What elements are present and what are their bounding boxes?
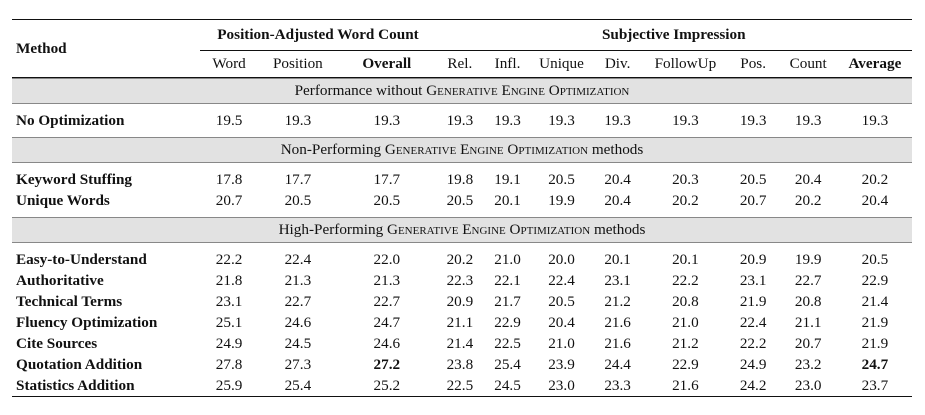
header-row-groups bbox=[12, 20, 912, 51]
method-header: Method bbox=[16, 39, 67, 57]
table-cell: 20.1 bbox=[494, 191, 521, 209]
table-cell: 21.9 bbox=[861, 313, 889, 331]
table-row bbox=[12, 333, 912, 354]
table-cell: 20.5 bbox=[861, 250, 889, 268]
section-title-smallcaps: Generative Engine Optimization bbox=[384, 141, 589, 158]
table-cell: 19.3 bbox=[861, 111, 889, 129]
table-cell: 20.5 bbox=[284, 191, 312, 209]
table-cell: 20.2 bbox=[672, 191, 699, 209]
table-cell: 23.0 bbox=[548, 376, 575, 394]
section-header bbox=[12, 79, 912, 104]
table-cell: 20.7 bbox=[794, 334, 822, 352]
method-name: Easy-to-Understand bbox=[16, 250, 147, 268]
table-cell: 20.0 bbox=[548, 250, 575, 268]
table-cell: 22.3 bbox=[446, 271, 474, 289]
table-row bbox=[12, 291, 912, 312]
table-cell: 22.7 bbox=[373, 292, 401, 310]
table-cell: 20.7 bbox=[739, 191, 767, 209]
table-cell: 23.2 bbox=[794, 355, 822, 373]
table-cell: 20.9 bbox=[739, 250, 767, 268]
table-cell: 23.1 bbox=[215, 292, 243, 310]
section-header bbox=[12, 218, 912, 243]
table-cell: 21.9 bbox=[861, 334, 889, 352]
table-cell: 21.0 bbox=[548, 334, 575, 352]
table-cell: 24.9 bbox=[739, 355, 767, 373]
table-cell: 20.5 bbox=[548, 170, 575, 188]
table-cell: 19.3 bbox=[446, 111, 474, 129]
table-cell: 21.8 bbox=[215, 271, 243, 289]
table-cell: 19.3 bbox=[548, 111, 575, 129]
table-cell: 20.4 bbox=[604, 191, 631, 209]
table-cell: 19.9 bbox=[548, 191, 575, 209]
table-cell: 23.3 bbox=[604, 376, 631, 394]
table-cell: 22.4 bbox=[739, 313, 767, 331]
table-cell: 21.1 bbox=[446, 313, 474, 331]
table-cell: 22.5 bbox=[494, 334, 521, 352]
table-cell: 19.3 bbox=[672, 111, 699, 129]
method-name: Quotation Addition bbox=[16, 355, 143, 373]
section-title bbox=[12, 138, 912, 163]
table-cell: 22.9 bbox=[494, 313, 521, 331]
section-title bbox=[12, 79, 912, 104]
table-cell: 19.3 bbox=[794, 111, 822, 129]
table-cell: 25.1 bbox=[215, 313, 243, 331]
table-cell: 22.5 bbox=[446, 376, 474, 394]
table-cell: 22.7 bbox=[284, 292, 312, 310]
table-cell: 19.9 bbox=[794, 250, 822, 268]
column-header-overall: Overall bbox=[362, 55, 412, 72]
column-header-unique: Unique bbox=[539, 55, 584, 72]
section-header bbox=[12, 138, 912, 163]
table-cell: 22.4 bbox=[548, 271, 575, 289]
table-cell: 22.9 bbox=[861, 271, 889, 289]
table-cell: 21.9 bbox=[739, 292, 767, 310]
table-cell: 23.9 bbox=[548, 355, 575, 373]
column-header-div: Div. bbox=[604, 55, 631, 72]
table-cell: 21.7 bbox=[494, 292, 521, 310]
table-cell: 23.8 bbox=[446, 355, 474, 373]
section-title-smallcaps: Generative Engine Optimization bbox=[426, 82, 630, 99]
section-title-smallcaps: Generative Engine Optimization bbox=[386, 221, 591, 238]
table-cell: 22.4 bbox=[284, 250, 312, 268]
table-cell: 27.3 bbox=[284, 355, 312, 373]
table-cell: 20.5 bbox=[548, 292, 575, 310]
table-cell: 22.2 bbox=[739, 334, 767, 352]
table-cell: 22.2 bbox=[215, 250, 243, 268]
table-cell: 24.5 bbox=[284, 334, 312, 352]
section-title-suffix: methods bbox=[590, 221, 646, 238]
table-cell: 22.1 bbox=[494, 271, 521, 289]
table-cell: 25.4 bbox=[494, 355, 521, 373]
table-cell: 23.1 bbox=[604, 271, 631, 289]
table-cell: 21.0 bbox=[494, 250, 521, 268]
table-cell: 19.1 bbox=[494, 170, 521, 188]
table-cell: 21.2 bbox=[604, 292, 631, 310]
table-cell: 19.8 bbox=[446, 170, 474, 188]
table-cell: 21.6 bbox=[672, 376, 699, 394]
table-cell: 20.4 bbox=[861, 191, 889, 209]
column-header-word: Word bbox=[212, 55, 246, 72]
table-cell: 27.8 bbox=[215, 355, 243, 373]
table-cell: 21.4 bbox=[861, 292, 889, 310]
method-name: Unique Words bbox=[16, 191, 110, 209]
table-row bbox=[12, 110, 912, 131]
table-cell: 20.8 bbox=[794, 292, 822, 310]
table-cell: 24.5 bbox=[494, 376, 521, 394]
table-cell: 20.2 bbox=[861, 170, 889, 188]
table-cell: 27.2 bbox=[373, 355, 401, 373]
table-cell: 21.0 bbox=[672, 313, 699, 331]
table-cell: 21.6 bbox=[604, 313, 631, 331]
table-cell: 21.3 bbox=[284, 271, 312, 289]
table-body bbox=[12, 20, 912, 398]
table-cell: 19.3 bbox=[739, 111, 767, 129]
table-cell: 21.6 bbox=[604, 334, 631, 352]
method-name: Statistics Addition bbox=[16, 376, 135, 394]
bottom-rule bbox=[12, 397, 912, 398]
table-cell: 24.7 bbox=[861, 355, 889, 373]
section-title-prefix: High-Performing bbox=[278, 221, 387, 238]
table-cell: 19.3 bbox=[373, 111, 401, 129]
table-row bbox=[12, 270, 912, 291]
table-cell: 20.4 bbox=[794, 170, 822, 188]
table-cell: 19.5 bbox=[215, 111, 243, 129]
table-cell: 25.4 bbox=[284, 376, 312, 394]
table-cell: 20.5 bbox=[373, 191, 401, 209]
table-cell: 23.1 bbox=[739, 271, 767, 289]
method-name: Technical Terms bbox=[16, 292, 123, 310]
table-cell: 19.3 bbox=[494, 111, 521, 129]
column-header-count: Count bbox=[789, 55, 827, 72]
table-cell: 22.2 bbox=[672, 271, 699, 289]
column-header-rel: Rel. bbox=[447, 55, 473, 72]
table-cell: 24.9 bbox=[215, 334, 243, 352]
table-cell: 22.0 bbox=[373, 250, 401, 268]
table-cell: 20.8 bbox=[672, 292, 699, 310]
table-row bbox=[12, 249, 912, 270]
table-row bbox=[12, 354, 912, 375]
method-name: Fluency Optimization bbox=[16, 313, 158, 331]
table-cell: 25.9 bbox=[215, 376, 243, 394]
table-row bbox=[12, 375, 912, 397]
table-cell: 24.4 bbox=[604, 355, 631, 373]
table-cell: 19.3 bbox=[284, 111, 312, 129]
table-row bbox=[12, 169, 912, 190]
column-header-pos: Pos. bbox=[740, 55, 766, 72]
table-cell: 24.6 bbox=[284, 313, 312, 331]
group-header-position-adjusted-word-count: Position-Adjusted Word Count bbox=[200, 20, 435, 51]
method-name: Authoritative bbox=[16, 271, 104, 289]
column-header-position: Position bbox=[272, 55, 323, 72]
table-cell: 23.0 bbox=[794, 376, 822, 394]
table-cell: 20.4 bbox=[548, 313, 575, 331]
table-cell: 24.2 bbox=[739, 376, 767, 394]
table-cell: 17.7 bbox=[373, 170, 401, 188]
table-cell: 21.2 bbox=[672, 334, 699, 352]
method-name: Cite Sources bbox=[16, 334, 98, 352]
table-row bbox=[12, 190, 912, 211]
table-cell: 22.7 bbox=[794, 271, 822, 289]
table-cell: 20.2 bbox=[446, 250, 474, 268]
table-cell: 20.9 bbox=[446, 292, 474, 310]
table-cell: 24.6 bbox=[373, 334, 401, 352]
table-cell: 20.2 bbox=[794, 191, 822, 209]
table-cell: 24.7 bbox=[373, 313, 401, 331]
table-cell: 25.2 bbox=[373, 376, 401, 394]
table-cell: 20.5 bbox=[446, 191, 474, 209]
table-cell: 21.1 bbox=[794, 313, 822, 331]
method-name: No Optimization bbox=[16, 111, 125, 129]
table-cell: 19.3 bbox=[604, 111, 631, 129]
table-cell: 17.7 bbox=[284, 170, 312, 188]
table-cell: 21.4 bbox=[446, 334, 474, 352]
section-title-prefix: Non-Performing bbox=[280, 141, 385, 158]
table-cell: 23.7 bbox=[861, 376, 889, 394]
table-cell: 21.3 bbox=[373, 271, 401, 289]
table-cell: 17.8 bbox=[215, 170, 243, 188]
column-header-followup: FollowUp bbox=[654, 55, 717, 72]
section-title-suffix: methods bbox=[588, 141, 644, 158]
table-cell: 20.4 bbox=[604, 170, 631, 188]
section-title-prefix: Performance without bbox=[294, 82, 427, 99]
column-header-infl: Infl. bbox=[494, 55, 521, 72]
group-header-subjective-impression: Subjective Impression bbox=[436, 20, 912, 51]
method-name: Keyword Stuffing bbox=[16, 170, 133, 188]
section-title bbox=[12, 218, 912, 243]
table-cell: 22.9 bbox=[672, 355, 699, 373]
table-cell: 20.5 bbox=[739, 170, 767, 188]
table-row bbox=[12, 312, 912, 333]
table-cell: 20.3 bbox=[672, 170, 699, 188]
table-cell: 20.7 bbox=[215, 191, 243, 209]
table-cell: 20.1 bbox=[604, 250, 631, 268]
results-table bbox=[12, 19, 912, 397]
table-cell: 20.1 bbox=[672, 250, 699, 268]
column-header-average: Average bbox=[848, 55, 902, 72]
